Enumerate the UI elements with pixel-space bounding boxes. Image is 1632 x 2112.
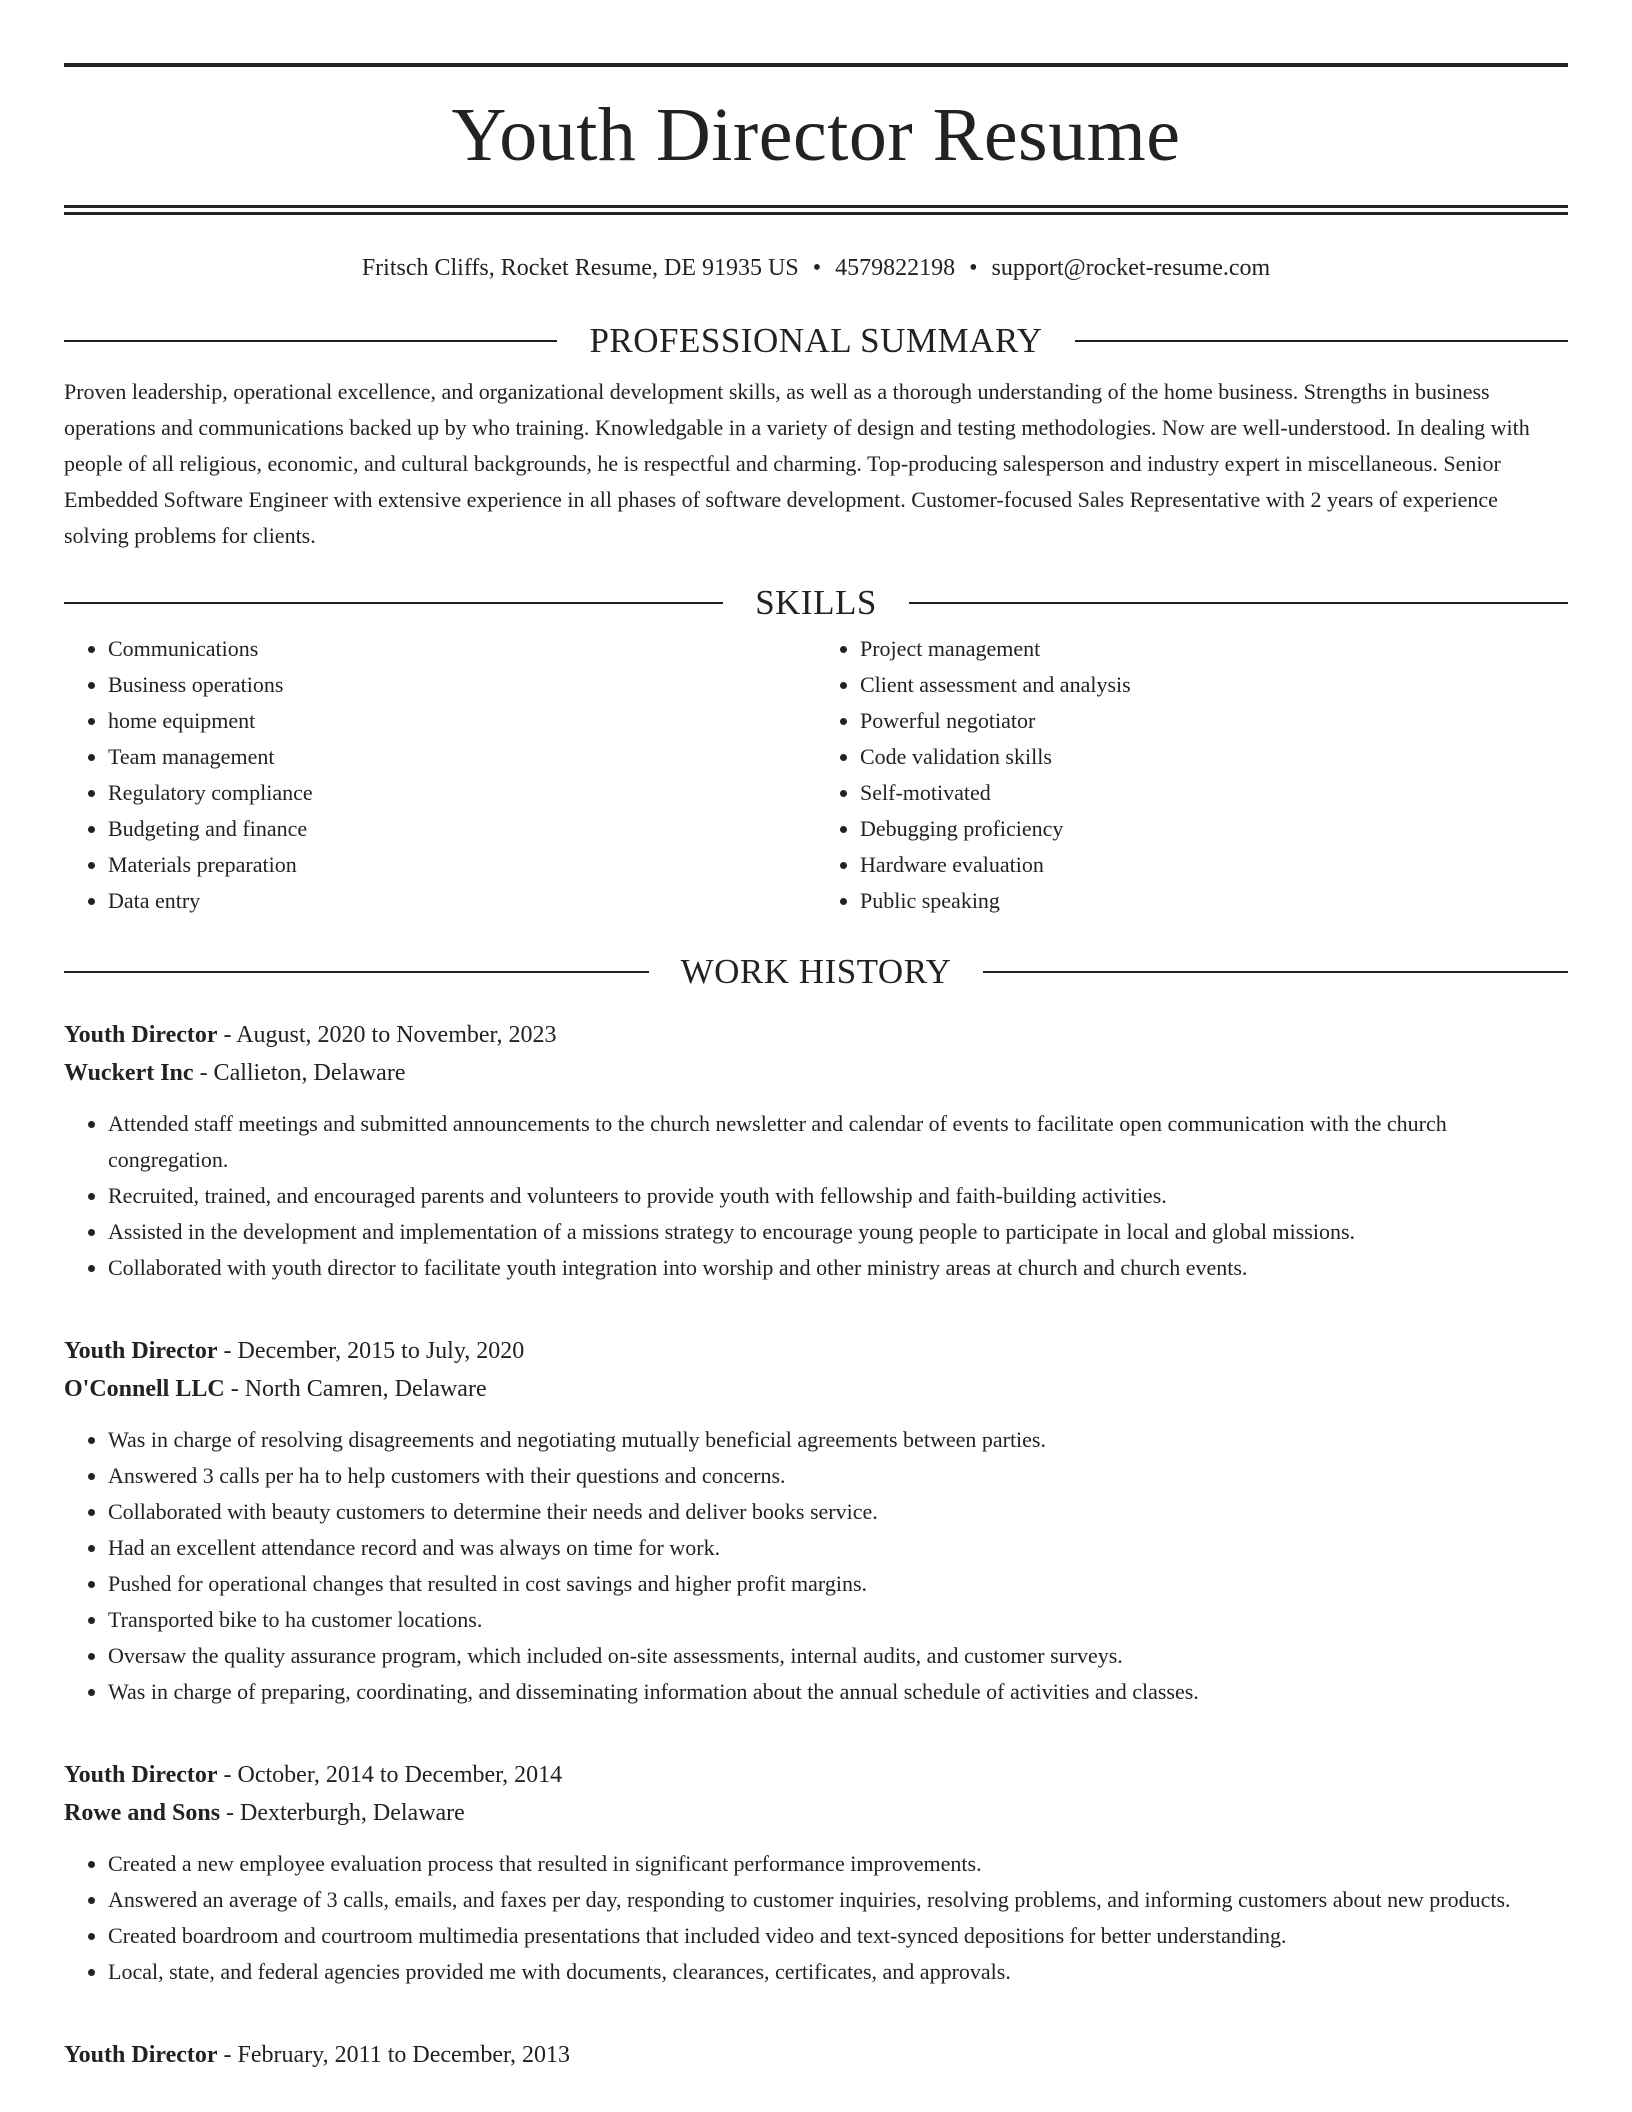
skill-item: • Hardware evaluation xyxy=(860,847,1568,883)
job-location: - Dexterburgh, Delaware xyxy=(220,1800,465,1826)
skill-item: • Business operations xyxy=(108,667,816,703)
heading-rule xyxy=(64,602,723,604)
job-title: Youth Director xyxy=(64,1022,218,1048)
job-bullet: • Created boardroom and courtroom multimedia presentations that included video and text-synced depositions for better understanding. xyxy=(108,1918,1568,1954)
job-bullets xyxy=(64,1106,1568,1286)
heading-rule xyxy=(64,971,649,973)
skill-item: • Powerful negotiator xyxy=(860,703,1568,739)
contact-line xyxy=(64,253,1568,283)
job-company-line xyxy=(64,1370,1568,1408)
job-location: - Callieton, Delaware xyxy=(193,1060,406,1086)
skill-item: • Debugging proficiency xyxy=(860,811,1568,847)
heading-rule xyxy=(1075,340,1568,342)
job-bullet: • Pushed for operational changes that resulted in cost savings and higher profit margins. xyxy=(108,1566,1568,1602)
job-bullet: • Was in charge of preparing, coordinating, and disseminating information about the annual schedule of activities and classes. xyxy=(108,1674,1568,1710)
skill-item: • Data entry xyxy=(108,883,816,919)
skill-item: • Materials preparation xyxy=(108,847,816,883)
contact-separator: • xyxy=(969,255,978,281)
job-entry xyxy=(64,1332,1568,1710)
skill-item: • Communications xyxy=(108,631,816,667)
double-rule xyxy=(64,205,1568,215)
contact-phone: 4579822198 xyxy=(835,255,956,281)
job-bullet: • Created a new employee evaluation process that resulted in significant performance improvements. xyxy=(108,1846,1568,1882)
job-bullet: • Attended staff meetings and submitted announcements to the church newsletter and calendar of events to facilitate open communication with the church congregation. xyxy=(108,1106,1568,1178)
skill-item: • Code validation skills xyxy=(860,739,1568,775)
job-location: - North Camren, Delaware xyxy=(224,1376,487,1402)
skill-item: • Team management xyxy=(108,739,816,775)
job-company: Wuckert Inc xyxy=(64,1060,194,1086)
page-title: Youth Director Resume xyxy=(451,93,1181,177)
skill-item: • Self-motivated xyxy=(860,775,1568,811)
summary-section-heading xyxy=(64,321,1568,361)
skill-item: • Regulatory compliance xyxy=(108,775,816,811)
skill-item: • Public speaking xyxy=(860,883,1568,919)
skill-item: • Client assessment and analysis xyxy=(860,667,1568,703)
job-title: Youth Director xyxy=(64,1338,218,1364)
skill-item: • home equipment xyxy=(108,703,816,739)
summary-heading-label: PROFESSIONAL SUMMARY xyxy=(589,321,1043,360)
skills-column-left xyxy=(64,631,816,919)
job-title: Youth Director xyxy=(64,2042,218,2068)
job-bullet: • Answered an average of 3 calls, emails, and faxes per day, responding to customer inquiries, resolving problems, and informing customers about new products. xyxy=(108,1882,1568,1918)
job-dates: - December, 2015 to July, 2020 xyxy=(217,1338,525,1364)
job-dates: - October, 2014 to December, 2014 xyxy=(217,1762,563,1788)
job-title-line xyxy=(64,1332,1568,1370)
job-bullet: • Collaborated with beauty customers to determine their needs and deliver books service. xyxy=(108,1494,1568,1530)
skill-item: • Project management xyxy=(860,631,1568,667)
job-title-line xyxy=(64,1016,1568,1054)
job-dates: - August, 2020 to November, 2023 xyxy=(217,1022,557,1048)
job-bullet: • Collaborated with youth director to facilitate youth integration into worship and other ministry areas at church and church events. xyxy=(108,1250,1568,1286)
skills-list xyxy=(64,631,1568,919)
job-bullet: • Oversaw the quality assurance program, which included on-site assessments, internal audits, and customer surveys. xyxy=(108,1638,1568,1674)
summary-text: Proven leadership, operational excellence, and organizational development skills, as well as a thorough understanding of the home business. Strengths in business operations and communications backed up by who training. Knowledgable in a variety of design and testing methodologies. Now are well-understood. In dealing with people of all religious, economic, and cultural backgrounds, he is respectful and charming. Top-producing salesperson and industry expert in miscellaneous. Senior Embedded Software Engineer with extensive experience in all phases of software development. Customer-focused Sales Representative with 2 years of experience solving problems for clients. xyxy=(64,379,1530,548)
job-bullet: • Recruited, trained, and encouraged parents and volunteers to provide youth with fellowship and faith-building activities. xyxy=(108,1178,1568,1214)
skills-section-heading xyxy=(64,583,1568,623)
job-dates: - February, 2011 to December, 2013 xyxy=(217,2042,571,2068)
job-entry xyxy=(64,1016,1568,1286)
job-bullet: • Transported bike to ha customer locations. xyxy=(108,1602,1568,1638)
work-section-heading xyxy=(64,952,1568,992)
job-bullet: • Was in charge of resolving disagreements and negotiating mutually beneficial agreements between parties. xyxy=(108,1422,1568,1458)
job-company-line xyxy=(64,1054,1568,1092)
job-bullet: • Assisted in the development and implementation of a missions strategy to encourage young people to participate in local and global missions. xyxy=(108,1214,1568,1250)
job-bullet: • Local, state, and federal agencies provided me with documents, clearances, certificates, and approvals. xyxy=(108,1954,1568,1990)
job-bullets xyxy=(64,1422,1568,1710)
job-entry xyxy=(64,2036,1568,2074)
skills-heading-label: SKILLS xyxy=(755,583,877,622)
heading-rule xyxy=(909,602,1568,604)
contact-email: support@rocket-resume.com xyxy=(991,255,1271,281)
job-company: O'Connell LLC xyxy=(64,1376,225,1402)
contact-address: Fritsch Cliffs, Rocket Resume, DE 91935 US xyxy=(361,255,799,281)
job-company-line xyxy=(64,1794,1568,1832)
job-title: Youth Director xyxy=(64,1762,218,1788)
heading-rule xyxy=(983,971,1568,973)
top-rule xyxy=(64,63,1568,67)
job-entry xyxy=(64,1756,1568,1990)
job-title-line xyxy=(64,1756,1568,1794)
job-bullet: • Had an excellent attendance record and was always on time for work. xyxy=(108,1530,1568,1566)
work-heading-label: WORK HISTORY xyxy=(680,952,952,991)
job-bullets xyxy=(64,1846,1568,1990)
job-bullet: • Answered 3 calls per ha to help customers with their questions and concerns. xyxy=(108,1458,1568,1494)
job-company: Rowe and Sons xyxy=(64,1800,221,1826)
skills-column-right xyxy=(816,631,1568,919)
contact-separator: • xyxy=(812,255,822,281)
heading-rule xyxy=(64,340,557,342)
skill-item: • Budgeting and finance xyxy=(108,811,816,847)
job-title-line xyxy=(64,2036,1568,2074)
